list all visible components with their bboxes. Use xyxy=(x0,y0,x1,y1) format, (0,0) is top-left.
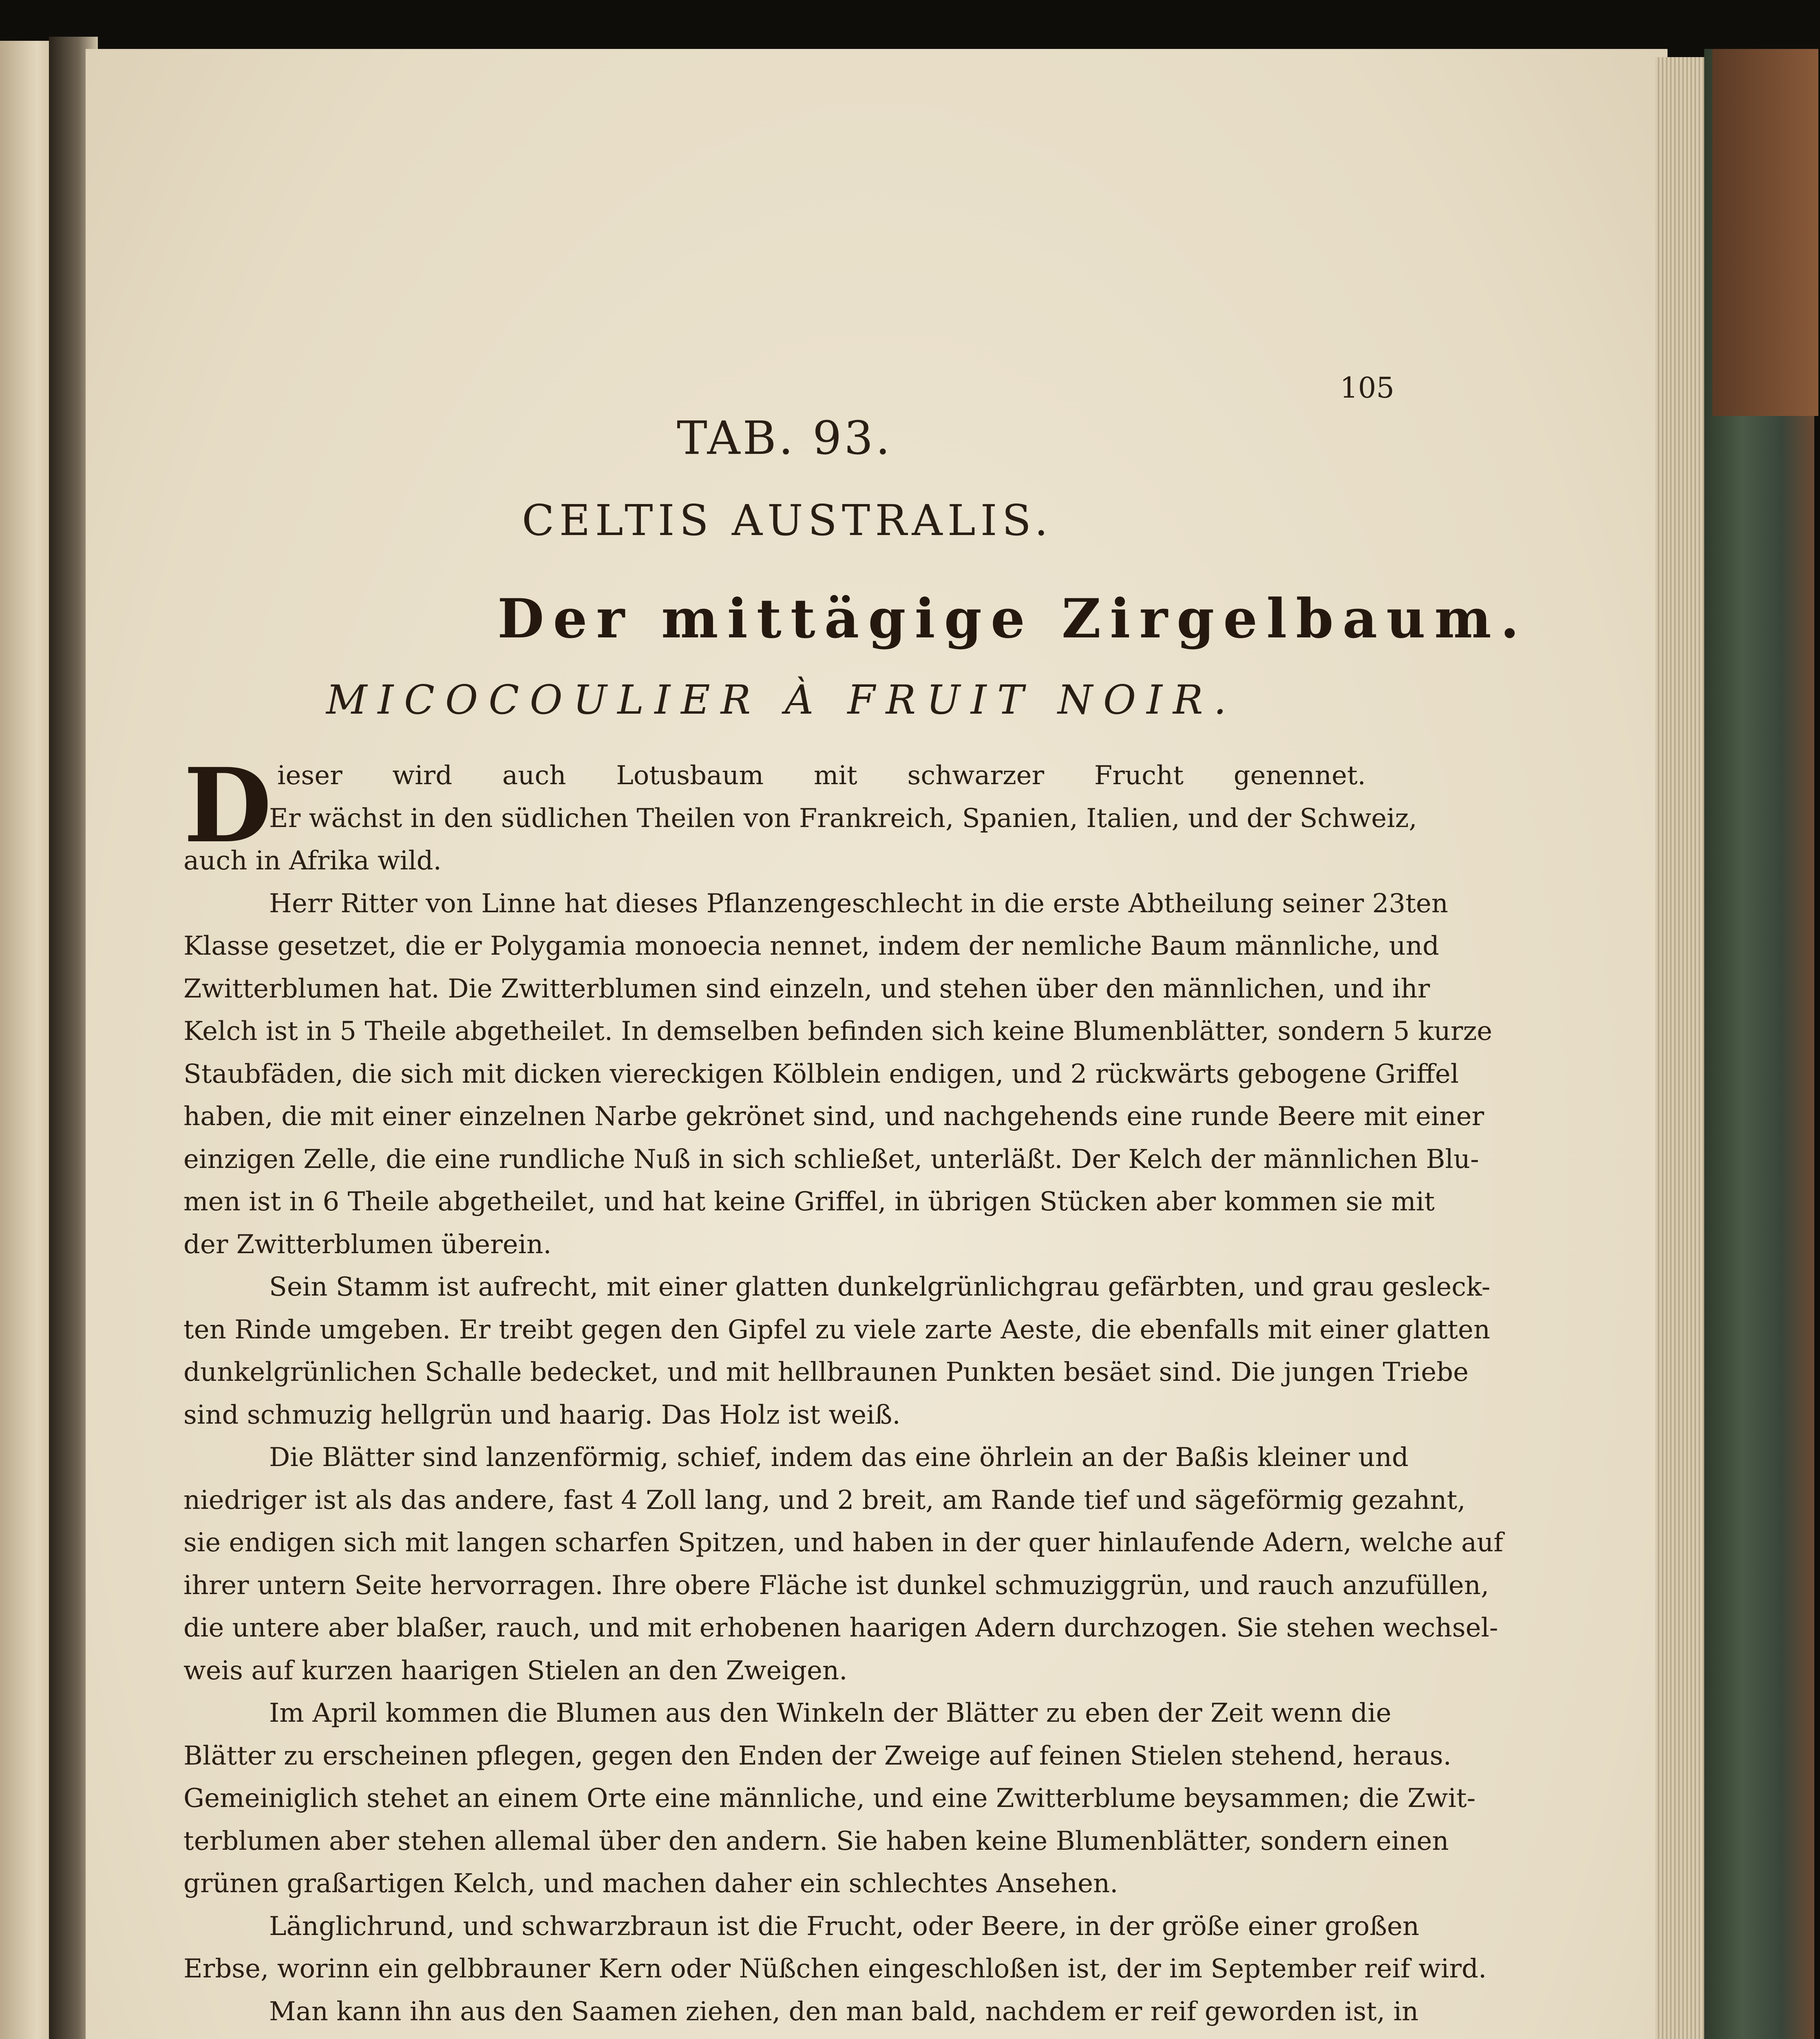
page-block-edges xyxy=(1655,57,1708,2039)
drop-cap: D xyxy=(183,745,272,865)
text-line: Die Blätter sind lanzenförmig, schief, indem das eine öhrlein an der Baßis kleiner und xyxy=(269,1442,1409,1473)
text-line: Zwitterblumen hat. Die Zwitterblumen sind einzeln, und stehen über den männlichen, und ihr xyxy=(183,973,1430,1004)
text-line: sind schmuzig hellgrün und haarig. Das Holz ist weiß. xyxy=(183,1400,901,1430)
german-title: Der mittägige Zirgelbaum. xyxy=(497,587,1528,650)
latin-title: CELTIS AUSTRALIS. xyxy=(522,495,1053,545)
text-line: Herr Ritter von Linne hat dieses Pflanzengeschlecht in die erste Abtheilung seiner 23ten xyxy=(269,888,1448,919)
text-line: men ist in 6 Theile abgetheilet, und hat keine Griffel, in übrigen Stücken aber kommen sie mit xyxy=(183,1187,1435,1217)
text-line: sie endigen sich mit langen scharfen Spitzen, und haben in der quer hinlaufende Adern, welche auf xyxy=(183,1528,1504,1558)
plate-number: TAB. 93. xyxy=(677,412,893,465)
text-line: Blätter zu erscheinen pflegen, gegen den Enden der Zweige auf feinen Stielen stehend, heraus. xyxy=(183,1740,1451,1771)
text-line: Sein Stamm ist aufrecht, mit einer glatten dunkelgrünlichgrau gefärbten, und grau gesleck- xyxy=(269,1272,1491,1302)
text-line: Er wächst in den südlichen Theilen von Frankreich, Spanien, Italien, und der Schweiz, xyxy=(269,803,1417,834)
text-line: ieser wird auch Lotusbaum mit schwarzer Frucht genennet. xyxy=(277,761,1366,791)
text-line: Gemeiniglich stehet an einem Orte eine männliche, und eine Zwitterblume beysammen; die Zwit- xyxy=(183,1783,1476,1813)
text-line: Man kann ihn aus den Saamen ziehen, den man bald, nachdem er reif geworden ist, in xyxy=(269,1996,1419,2027)
text-line: der Zwitterblumen überein. xyxy=(183,1229,552,1260)
text-line: auch in Afrika wild. xyxy=(183,846,442,876)
body-text xyxy=(183,745,1504,2039)
text-line: Im April kommen die Blumen aus den Winkeln der Blätter zu eben der Zeit wenn die xyxy=(269,1698,1392,1728)
text-line: Erbse, worinn ein gelbbrauner Kern oder Nüßchen eingeschloßen ist, der im September reif wird. xyxy=(183,1954,1487,1984)
text-line: Klasse gesetzet, die er Polygamia monoecia nennet, indem der nemliche Baum männliche, und xyxy=(183,931,1439,961)
text-line: haben, die mit einer einzelnen Narbe gekrönet sind, und nachgehends eine runde Beere mit einer xyxy=(183,1101,1484,1132)
text-line: niedriger ist als das andere, fast 4 Zoll lang, und 2 breit, am Rande tief und sägeförmig gezahnt, xyxy=(183,1485,1466,1515)
french-title: MICOCOULIER À FRUIT NOIR. xyxy=(326,677,1237,723)
text-line: einzigen Zelle, die eine rundliche Nuß in sich schließet, unterläßt. Der Kelch der männlichen Blu- xyxy=(183,1144,1479,1174)
text-line xyxy=(183,2033,1366,2039)
text-line: Kelch ist in 5 Theile abgetheilet. In demselben befinden sich keine Blumenblätter, sondern 5 kurze xyxy=(183,1016,1493,1046)
text-line: ihrer untern Seite hervorragen. Ihre obere Fläche ist dunkel schmuziggrün, und rauch anzufüllen, xyxy=(183,1570,1489,1601)
text-line: die untere aber blaßer, rauch, und mit erhobenen haarigen Adern durchzogen. Sie stehen wechsel- xyxy=(183,1613,1498,1643)
text-line: ten Rinde umgeben. Er treibt gegen den Gipfel zu viele zarte Aeste, die ebenfalls mit einer glatten xyxy=(183,1314,1491,1345)
text-line: dunkelgrünlichen Schalle bedecket, und mit hellbraunen Punkten besäet sind. Die jungen Triebe xyxy=(183,1357,1469,1387)
text-line: weis auf kurzen haarigen Stielen an den Zweigen. xyxy=(183,1655,848,1686)
text-line: Staubfäden, die sich mit dicken viereckigen Kölblein endigen, und 2 rückwärts gebogene Griffel xyxy=(183,1059,1459,1089)
cover-leather-top xyxy=(1712,49,1818,416)
text-line: Länglichrund, und schwarzbraun ist die Frucht, oder Beere, in der größe einer großen xyxy=(269,1911,1420,1942)
page-number: 105 xyxy=(1340,371,1394,405)
text-line: grünen graßartigen Kelch, und machen daher ein schlechtes Ansehen. xyxy=(183,1869,1118,1899)
text-line: terblumen aber stehen allemal über den andern. Sie haben keine Blumenblätter, sondern einen xyxy=(183,1826,1449,1856)
